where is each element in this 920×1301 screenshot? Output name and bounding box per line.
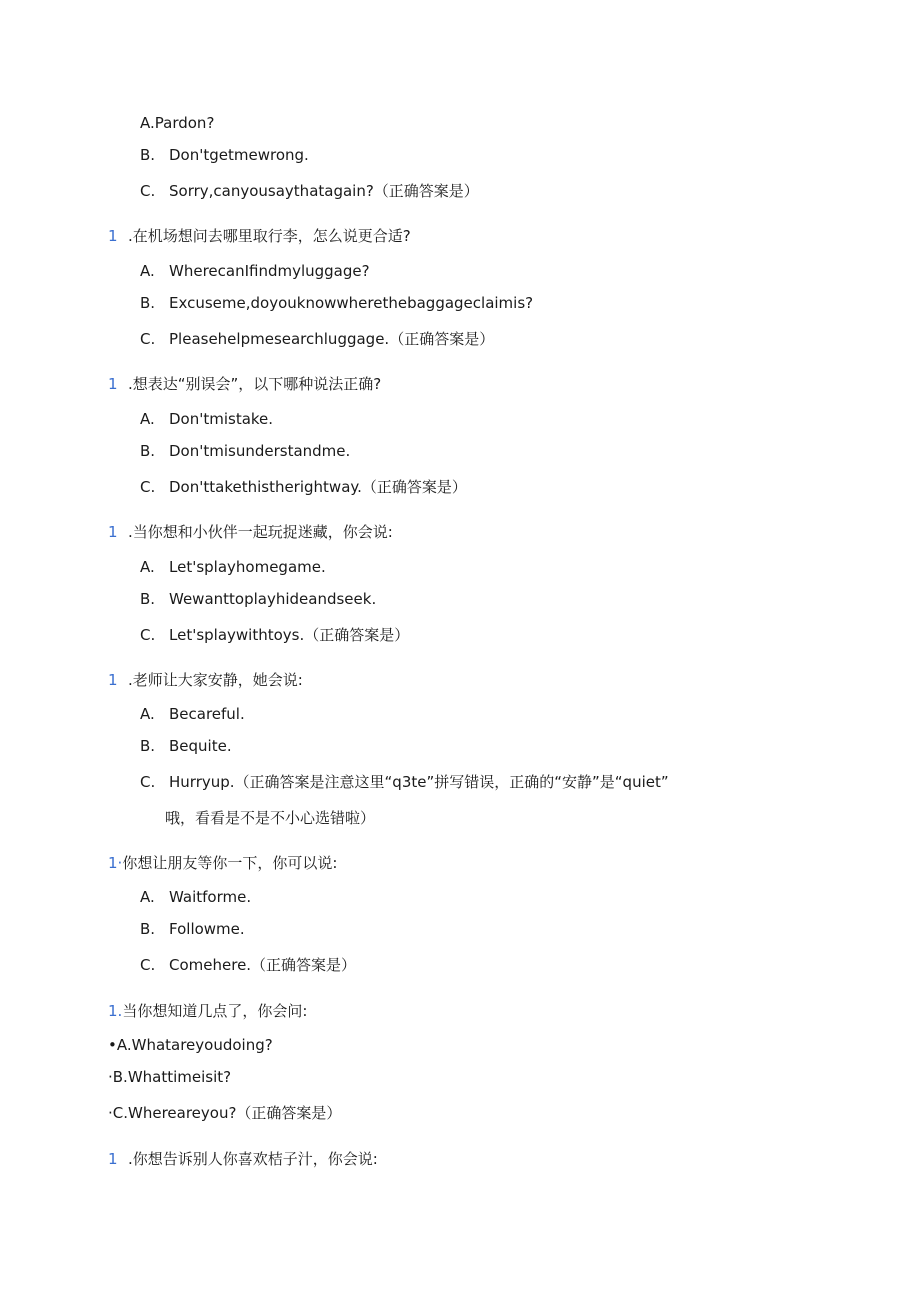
option-text: WherecanIfindmyluggage? xyxy=(169,262,370,280)
option-c xyxy=(140,955,356,975)
question-item xyxy=(108,670,303,690)
option-c xyxy=(140,477,467,497)
question-item xyxy=(108,522,393,542)
question-text: 你想让朋友等你一下，你可以说: xyxy=(122,854,338,872)
question-item xyxy=(108,1149,378,1169)
option-letter: B. xyxy=(140,442,156,460)
option-a xyxy=(140,113,214,133)
option-text: A.Pardon? xyxy=(140,114,215,132)
option-c xyxy=(140,181,479,201)
question-number: 1 xyxy=(108,671,118,689)
option-letter: C. xyxy=(140,330,156,348)
option-letter: B. xyxy=(140,294,156,312)
option-b xyxy=(140,441,350,461)
option-text: Pleasehelpmesearchluggage.（正确答案是） xyxy=(169,330,495,348)
option-letter: C. xyxy=(140,478,156,496)
option-text: Followme. xyxy=(169,920,245,938)
question-number: 1 xyxy=(108,523,118,541)
option-text: Wewanttoplayhideandseek. xyxy=(169,590,377,608)
question-text: .在机场想问去哪里取行李，怎么说更合适? xyxy=(128,227,411,245)
question-text: .想表达“别误会”，以下哪种说法正确? xyxy=(128,375,382,393)
option-letter: C. xyxy=(140,626,156,644)
option-c xyxy=(140,772,669,792)
option-letter: C. xyxy=(140,182,156,200)
option-a xyxy=(140,704,245,724)
option-b xyxy=(140,145,309,165)
option-a xyxy=(140,261,370,281)
option-a xyxy=(140,557,326,577)
option-letter: B. xyxy=(140,920,156,938)
question-text: 当你想知道几点了，你会问: xyxy=(122,1002,308,1020)
option-letter: A. xyxy=(140,888,155,906)
option-b xyxy=(140,919,245,939)
question-number: 1 xyxy=(108,375,118,393)
option-c xyxy=(140,329,494,349)
option-letter: B. xyxy=(140,737,156,755)
question-text: .当你想和小伙伴一起玩捉迷藏，你会说: xyxy=(128,523,393,541)
option-letter: A. xyxy=(140,705,155,723)
question-item xyxy=(108,853,337,873)
option-text: Don'tmisunderstandme. xyxy=(169,442,351,460)
option-text: Don'tgetmewrong. xyxy=(169,146,309,164)
option-text: Waitforme. xyxy=(169,888,252,906)
option-letter: B. xyxy=(140,590,156,608)
option-text: •A.Whatareyoudoing? xyxy=(108,1036,273,1054)
option-a xyxy=(108,1035,273,1055)
option-text: Don'ttakethistherightway.（正确答案是） xyxy=(169,478,467,496)
option-letter: C. xyxy=(140,956,156,974)
option-text: Bequite. xyxy=(169,737,232,755)
option-text: Let'splaywithtoys.（正确答案是） xyxy=(169,626,410,644)
option-c xyxy=(140,625,409,645)
question-item xyxy=(108,226,411,246)
option-text: Comehere.（正确答案是） xyxy=(169,956,357,974)
continuation-text: 哦，看看是不是不小心选错啦） xyxy=(165,809,376,827)
option-letter: A. xyxy=(140,558,155,576)
option-letter: C. xyxy=(140,773,156,791)
question-number: 1 xyxy=(108,227,118,245)
option-c xyxy=(108,1103,341,1123)
option-b xyxy=(108,1067,231,1087)
option-text: Becareful. xyxy=(169,705,245,723)
option-letter: A. xyxy=(140,262,155,280)
question-text: .老师让大家安静，她会说: xyxy=(128,671,303,689)
option-letter: A. xyxy=(140,410,155,428)
question-number: 1 xyxy=(108,1150,118,1168)
option-text: ·C.Whereareyou?（正确答案是） xyxy=(108,1104,342,1122)
question-number: 1· xyxy=(108,854,123,872)
option-letter: B. xyxy=(140,146,156,164)
option-text: Excuseme,doyouknowwherethebaggageclaimis? xyxy=(169,294,534,312)
question-item xyxy=(108,374,381,394)
option-text: Let'splayhomegame. xyxy=(169,558,326,576)
question-text: .你想告诉别人你喜欢桔子汁，你会说: xyxy=(128,1150,378,1168)
option-text: Don'tmistake. xyxy=(169,410,274,428)
option-text: ·B.Whattimeisit? xyxy=(108,1068,232,1086)
option-continuation xyxy=(165,808,375,828)
option-b xyxy=(140,736,232,756)
question-number: 1. xyxy=(108,1002,123,1020)
option-text: Hurryup.（正确答案是注意这里“q3te”拼写错误，正确的“安静”是“quiet” xyxy=(169,773,669,791)
option-a xyxy=(140,409,273,429)
option-text: Sorry,canyousaythatagain?（正确答案是） xyxy=(169,182,479,200)
option-b xyxy=(140,589,376,609)
question-item xyxy=(108,1001,307,1021)
option-b xyxy=(140,293,533,313)
option-a xyxy=(140,887,251,907)
